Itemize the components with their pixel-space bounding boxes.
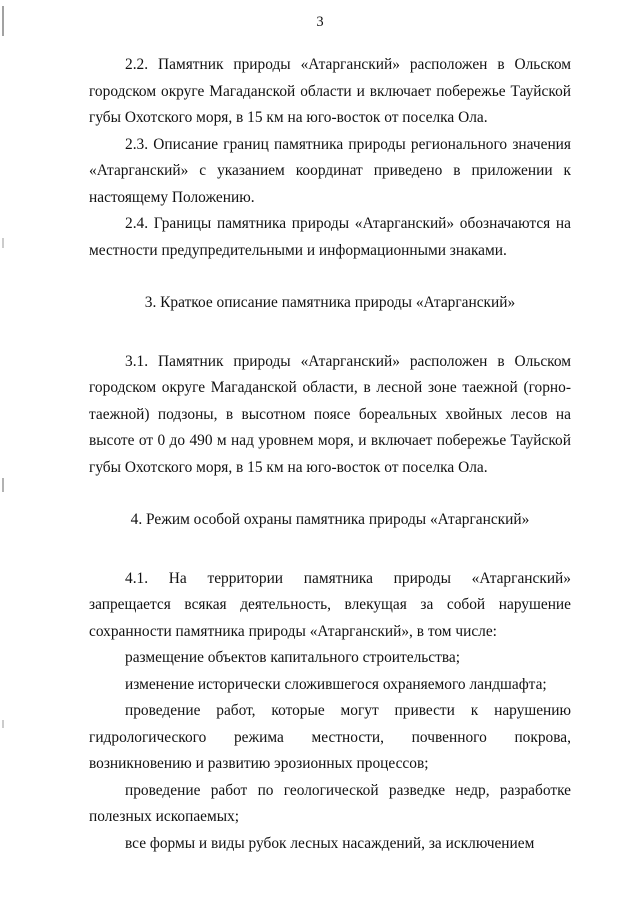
- list-item: проведение работ, которые могут привести к нарушению гидрологического режима местности, почвенного покрова, возникновению и развитию эрозионных процессов;: [89, 702, 571, 772]
- section-heading-4: 4. Режим особой охраны памятника природы «Атарганский»: [130, 511, 530, 528]
- page-number: 3: [316, 14, 324, 30]
- paragraph-2-3: 2.3. Описание границ памятника природы регионального значения «Атарганский» с указанием координат приведено в приложении к настоящему Положению.: [89, 135, 571, 206]
- spacer: [89, 534, 571, 566]
- list-item: изменение исторически сложившегося охраняемого ландшафта;: [125, 675, 547, 693]
- paragraph-2-2: 2.2. Памятник природы «Атарганский» расположен в Ольском городском округе Магаданской области и включает побережье Тауйской губы Охотского моря, в 15 км на юго-восток от поселка Ола.: [89, 56, 571, 126]
- spacer: [89, 481, 571, 507]
- document-body: [89, 52, 571, 857]
- scan-artifact: [2, 720, 4, 728]
- spacer: [89, 317, 571, 349]
- paragraph-3-1: 3.1. Памятник природы «Атарганский» расположен в Ольском городском округе Магаданской области, в лесной зоне таежной (горно-таежной) подзоны, в высотном поясе бореальных хвойных лесов на высоте от 0 до 490 м над уровнем моря, и включает побережье Тауйской губы Охотского моря, в 15 км на юго-восток от поселка Ола.: [89, 352, 571, 476]
- paragraph-2-4: 2.4. Границы памятника природы «Атарганский» обозначаются на местности предупредительными и информационными знаками.: [89, 215, 571, 259]
- scan-artifact: [2, 478, 4, 492]
- scan-artifact: [2, 238, 4, 248]
- list-item: все формы и виды рубок лесных насаждений, за исключением: [125, 834, 535, 852]
- list-item: размещение объектов капитального строительства;: [125, 649, 461, 666]
- section-heading-3: 3. Краткое описание памятника природы «Атарганский»: [144, 294, 516, 311]
- paragraph-4-1: 4.1. На территории памятника природы «Атарганский» запрещается всякая деятельность, влекущая за собой нарушение сохранности памятника природы «Атарганский», в том числе:: [89, 569, 571, 640]
- list-item: проведение работ по геологической разведке недр, разработке полезных ископаемых;: [89, 781, 571, 825]
- spacer: [89, 264, 571, 290]
